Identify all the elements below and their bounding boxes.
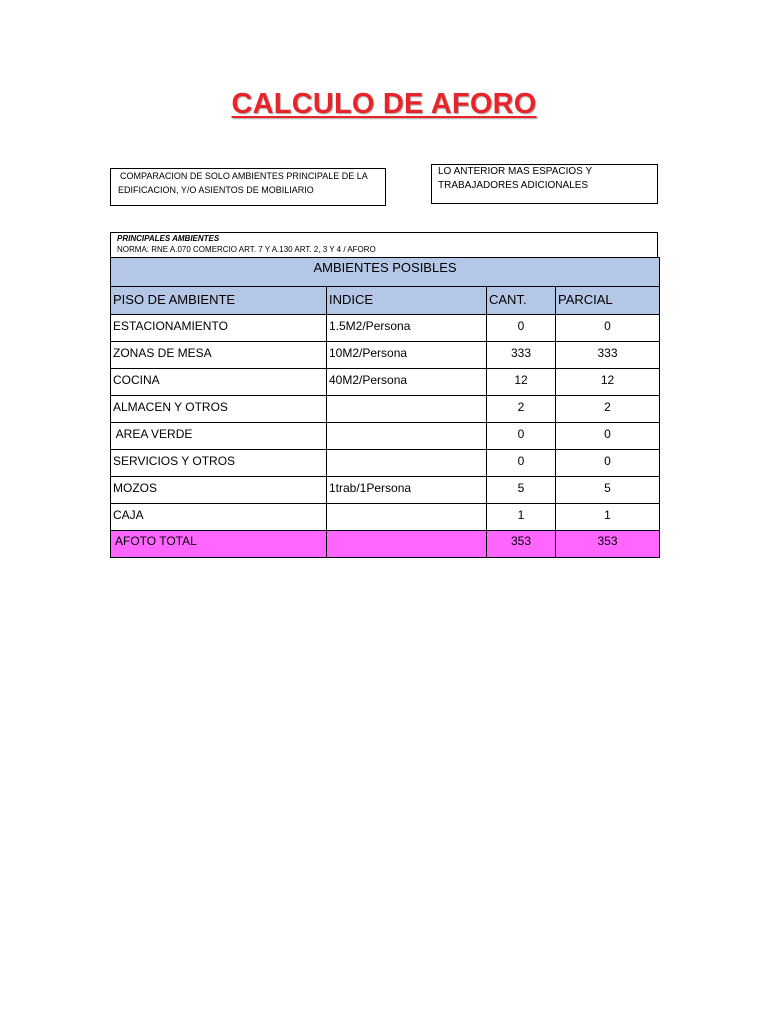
aforo-table xyxy=(110,257,660,558)
cell-ambiente: ZONAS DE MESA xyxy=(111,342,327,369)
cell-parcial: 0 xyxy=(556,423,660,450)
note-left-line-2: EDIFICACION, Y/O ASIENTOS DE MOBILIARIO xyxy=(118,185,314,195)
table-header-row xyxy=(111,287,660,315)
note-right-line-2: TRABAJADORES ADICIONALES xyxy=(438,180,589,191)
table-row xyxy=(111,450,660,477)
note-left-line-1: COMPARACION DE SOLO AMBIENTES PRINCIPALE DE LA xyxy=(120,171,368,181)
note-box-ambientes-principales xyxy=(110,168,386,206)
header-piso-de-ambiente: PISO DE AMBIENTE xyxy=(111,287,327,315)
cell-indice: 1.5M2/Persona xyxy=(327,315,487,342)
note-box-espacios-adicionales xyxy=(431,164,658,204)
cell-parcial: 2 xyxy=(556,396,660,423)
norma-text: NORMA: RNE A.070 COMERCIO ART. 7 Y A.130 ART. 2, 3 Y 4 / AFORO xyxy=(117,245,376,254)
cell-parcial: 0 xyxy=(556,315,660,342)
cell-cant: 0 xyxy=(487,450,556,477)
table-row xyxy=(111,396,660,423)
table-row xyxy=(111,423,660,450)
cell-indice: 40M2/Persona xyxy=(327,369,487,396)
table-banner: AMBIENTES POSIBLES xyxy=(111,258,660,287)
principales-ambientes-box xyxy=(110,232,658,258)
cell-parcial: 5 xyxy=(556,477,660,504)
cell-parcial: 333 xyxy=(556,342,660,369)
table-row xyxy=(111,477,660,504)
cell-parcial: 1 xyxy=(556,504,660,531)
cell-ambiente: CAJA xyxy=(111,504,327,531)
table-row xyxy=(111,369,660,396)
header-parcial: PARCIAL xyxy=(556,287,660,315)
cell-cant: 5 xyxy=(487,477,556,504)
cell-parcial: 0 xyxy=(556,450,660,477)
table-row xyxy=(111,342,660,369)
cell-indice: 10M2/Persona xyxy=(327,342,487,369)
total-parcial: 353 xyxy=(556,531,660,558)
cell-indice xyxy=(327,450,487,477)
cell-cant: 2 xyxy=(487,396,556,423)
cell-parcial: 12 xyxy=(556,369,660,396)
cell-indice xyxy=(327,396,487,423)
cell-ambiente: AREA VERDE xyxy=(111,423,327,450)
cell-ambiente: ESTACIONAMIENTO xyxy=(111,315,327,342)
note-right-line-1: LO ANTERIOR MAS ESPACIOS Y xyxy=(438,166,593,177)
total-cant: 353 xyxy=(487,531,556,558)
total-indice xyxy=(327,531,487,558)
table-row xyxy=(111,315,660,342)
cell-cant: 0 xyxy=(487,315,556,342)
total-row xyxy=(111,531,660,558)
cell-cant: 1 xyxy=(487,504,556,531)
cell-ambiente: SERVICIOS Y OTROS xyxy=(111,450,327,477)
total-label: AFOTO TOTAL xyxy=(111,531,327,558)
header-indice: INDICE xyxy=(327,287,487,315)
table-row xyxy=(111,504,660,531)
principales-heading: PRINCIPALES AMBIENTES xyxy=(117,234,220,243)
cell-ambiente: MOZOS xyxy=(111,477,327,504)
table-banner-row xyxy=(111,258,660,287)
cell-indice xyxy=(327,423,487,450)
cell-ambiente: COCINA xyxy=(111,369,327,396)
page-title: CALCULO DE AFORO xyxy=(231,88,537,120)
cell-indice xyxy=(327,504,487,531)
cell-cant: 12 xyxy=(487,369,556,396)
cell-cant: 333 xyxy=(487,342,556,369)
cell-indice: 1trab/1Persona xyxy=(327,477,487,504)
header-cant: CANT. xyxy=(487,287,556,315)
cell-cant: 0 xyxy=(487,423,556,450)
cell-ambiente: ALMACEN Y OTROS xyxy=(111,396,327,423)
